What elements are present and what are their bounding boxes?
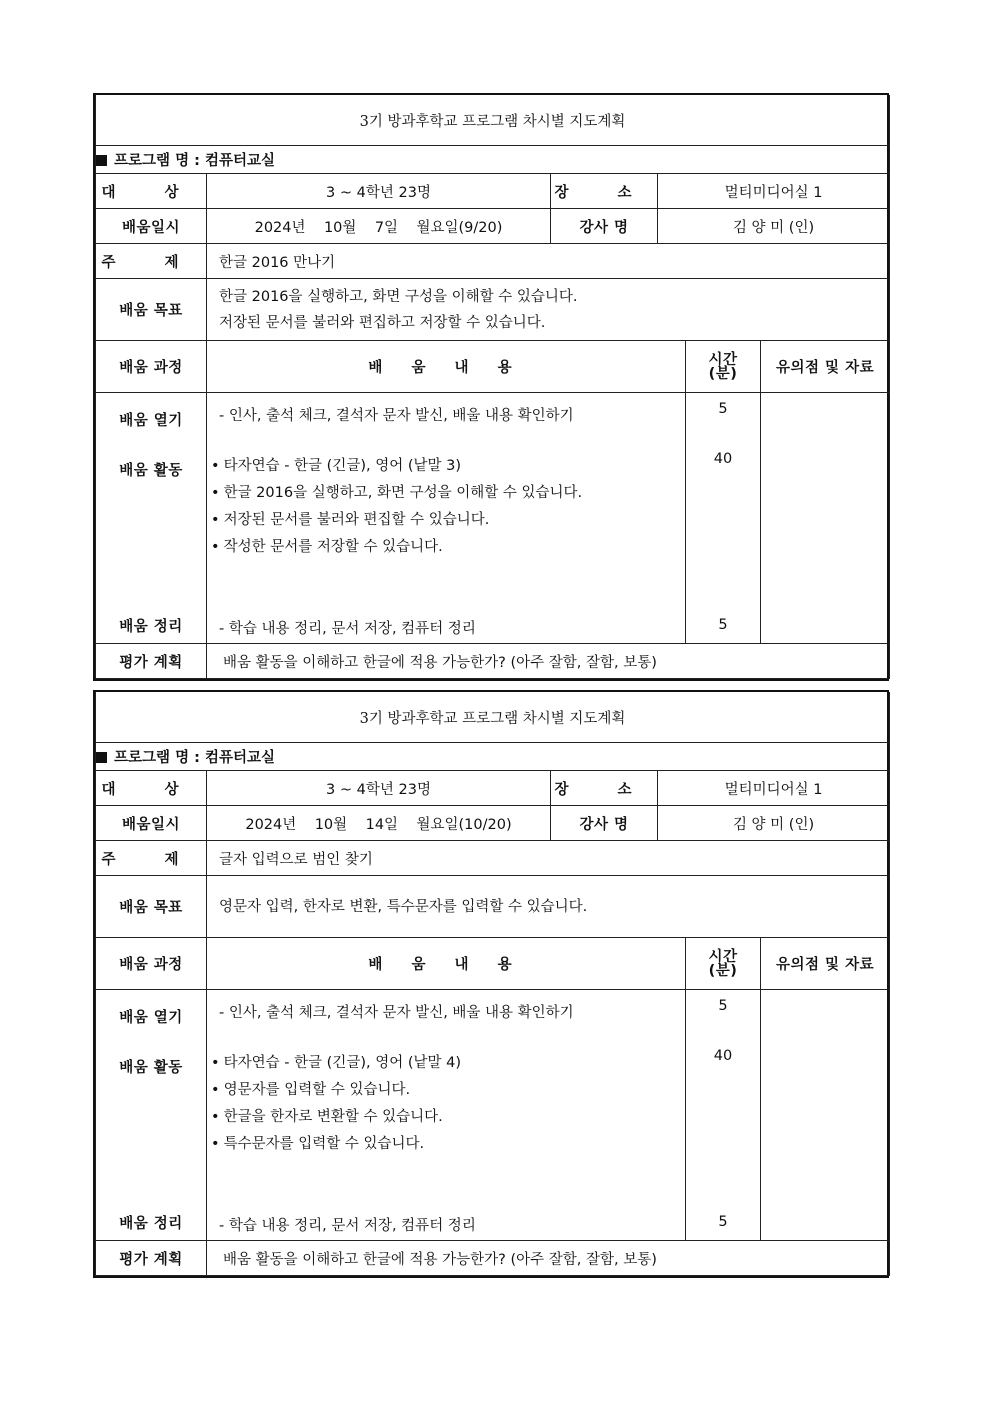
- program-name: [96, 146, 890, 174]
- time-close: 5: [718, 1214, 728, 1230]
- time-header: [686, 341, 761, 393]
- teacher-value: 김 양 미 (인): [658, 209, 890, 244]
- time-unit: (분): [708, 962, 738, 979]
- plan-title: 3기 방과후학교 프로그램 차시별 지도계획: [96, 95, 890, 146]
- activity-item: • 작성한 문서를 저장할 수 있습니다.: [211, 534, 582, 561]
- time-label: 시간: [708, 948, 738, 965]
- open-content: - 인사, 출석 체크, 결석자 문자 발신, 배울 내용 확인하기: [219, 404, 574, 425]
- target-value: 3 ~ 4학년 23명: [207, 174, 551, 209]
- time-unit: (분): [708, 365, 738, 382]
- square-bullet-icon: [96, 155, 107, 166]
- program-name: [96, 743, 890, 771]
- target-label: 대 상: [96, 174, 207, 209]
- activity-item: • 한글 2016을 실행하고, 화면 구성을 이해할 수 있습니다.: [211, 480, 582, 507]
- close-content: - 학습 내용 정리, 문서 저장, 컴퓨터 정리: [219, 1214, 476, 1235]
- stage-activity-label: 배움 활동: [119, 1060, 183, 1076]
- stage-close-label: 배움 정리: [119, 619, 183, 635]
- process-stages: [96, 393, 207, 644]
- goal-value: [207, 876, 890, 938]
- process-content: [207, 393, 686, 644]
- activity-item: • 저장된 문서를 불러와 편집할 수 있습니다.: [211, 507, 582, 534]
- eval-value: 배움 활동을 이해하고 한글에 적용 가능한가? (아주 잘함, 잘함, 보통): [207, 644, 890, 679]
- program-label: 프로그램 명 : 컴퓨터교실: [114, 750, 276, 766]
- time-open: 5: [718, 998, 728, 1014]
- time-header: [686, 938, 761, 990]
- topic-label: 주 제: [96, 841, 207, 876]
- goal-line: 한글 2016을 실행하고, 화면 구성을 이해할 수 있습니다.: [219, 288, 578, 305]
- activity-list: [211, 1050, 461, 1158]
- teacher-label: 강사 명: [551, 209, 658, 244]
- target-label: 대 상: [96, 771, 207, 806]
- time-column: [686, 990, 761, 1241]
- eval-label: 평가 계획: [96, 1241, 207, 1276]
- stage-open-label: 배움 열기: [119, 1010, 183, 1026]
- activity-item: • 타자연습 - 한글 (긴글), 영어 (낱말 4): [211, 1050, 461, 1077]
- eval-value: 배움 활동을 이해하고 한글에 적용 가능한가? (아주 잘함, 잘함, 보통): [207, 1241, 890, 1276]
- notes-column: [761, 990, 890, 1241]
- process-stages: [96, 990, 207, 1241]
- process-content: [207, 990, 686, 1241]
- date-value: 2024년 10월 14일 월요일(10/20): [207, 806, 551, 841]
- date-label: 배움일시: [96, 209, 207, 244]
- content-header: 배 움 내 용: [207, 938, 686, 990]
- goal-line: 영문자 입력, 한자로 변환, 특수문자를 입력할 수 있습니다.: [219, 898, 588, 915]
- plan-title: 3기 방과후학교 프로그램 차시별 지도계획: [96, 692, 890, 743]
- square-bullet-icon: [96, 752, 107, 763]
- place-value: 멀티미디어실 1: [658, 174, 890, 209]
- process-header: 배움 과정: [96, 341, 207, 393]
- close-content: - 학습 내용 정리, 문서 저장, 컴퓨터 정리: [219, 617, 476, 638]
- teacher-label: 강사 명: [551, 806, 658, 841]
- stage-open-label: 배움 열기: [119, 413, 183, 429]
- place-label: 장 소: [551, 771, 658, 806]
- goal-value: [207, 279, 890, 341]
- date-label: 배움일시: [96, 806, 207, 841]
- lesson-plan-table: [95, 95, 890, 679]
- program-label: 프로그램 명 : 컴퓨터교실: [114, 153, 276, 169]
- topic-value: 글자 입력으로 범인 찾기: [207, 841, 890, 876]
- time-activity: 40: [713, 1048, 733, 1064]
- time-column: [686, 393, 761, 644]
- activity-item: • 특수문자를 입력할 수 있습니다.: [211, 1131, 461, 1158]
- activity-item: • 타자연습 - 한글 (긴글), 영어 (낱말 3): [211, 453, 582, 480]
- activity-list: [211, 453, 582, 561]
- time-label: 시간: [708, 351, 738, 368]
- topic-value: 한글 2016 만나기: [207, 244, 890, 279]
- time-close: 5: [718, 617, 728, 633]
- time-activity: 40: [713, 451, 733, 467]
- lesson-plan-2: [93, 690, 889, 1278]
- open-content: - 인사, 출석 체크, 결석자 문자 발신, 배울 내용 확인하기: [219, 1001, 574, 1022]
- eval-label: 평가 계획: [96, 644, 207, 679]
- notes-header: 유의점 및 자료: [761, 341, 890, 393]
- activity-item: • 한글을 한자로 변환할 수 있습니다.: [211, 1104, 461, 1131]
- target-value: 3 ~ 4학년 23명: [207, 771, 551, 806]
- place-label: 장 소: [551, 174, 658, 209]
- process-header: 배움 과정: [96, 938, 207, 990]
- goal-line: 저장된 문서를 불러와 편집하고 저장할 수 있습니다.: [219, 314, 546, 331]
- goal-label: 배움 목표: [96, 279, 207, 341]
- teacher-value: 김 양 미 (인): [658, 806, 890, 841]
- activity-item: • 영문자를 입력할 수 있습니다.: [211, 1077, 461, 1104]
- goal-label: 배움 목표: [96, 876, 207, 938]
- lesson-plan-1: [93, 93, 889, 681]
- content-header: 배 움 내 용: [207, 341, 686, 393]
- place-value: 멀티미디어실 1: [658, 771, 890, 806]
- notes-column: [761, 393, 890, 644]
- lesson-plan-table: [95, 692, 890, 1276]
- date-value: 2024년 10월 7일 월요일(9/20): [207, 209, 551, 244]
- notes-header: 유의점 및 자료: [761, 938, 890, 990]
- time-open: 5: [718, 401, 728, 417]
- stage-activity-label: 배움 활동: [119, 463, 183, 479]
- topic-label: 주 제: [96, 244, 207, 279]
- stage-close-label: 배움 정리: [119, 1216, 183, 1232]
